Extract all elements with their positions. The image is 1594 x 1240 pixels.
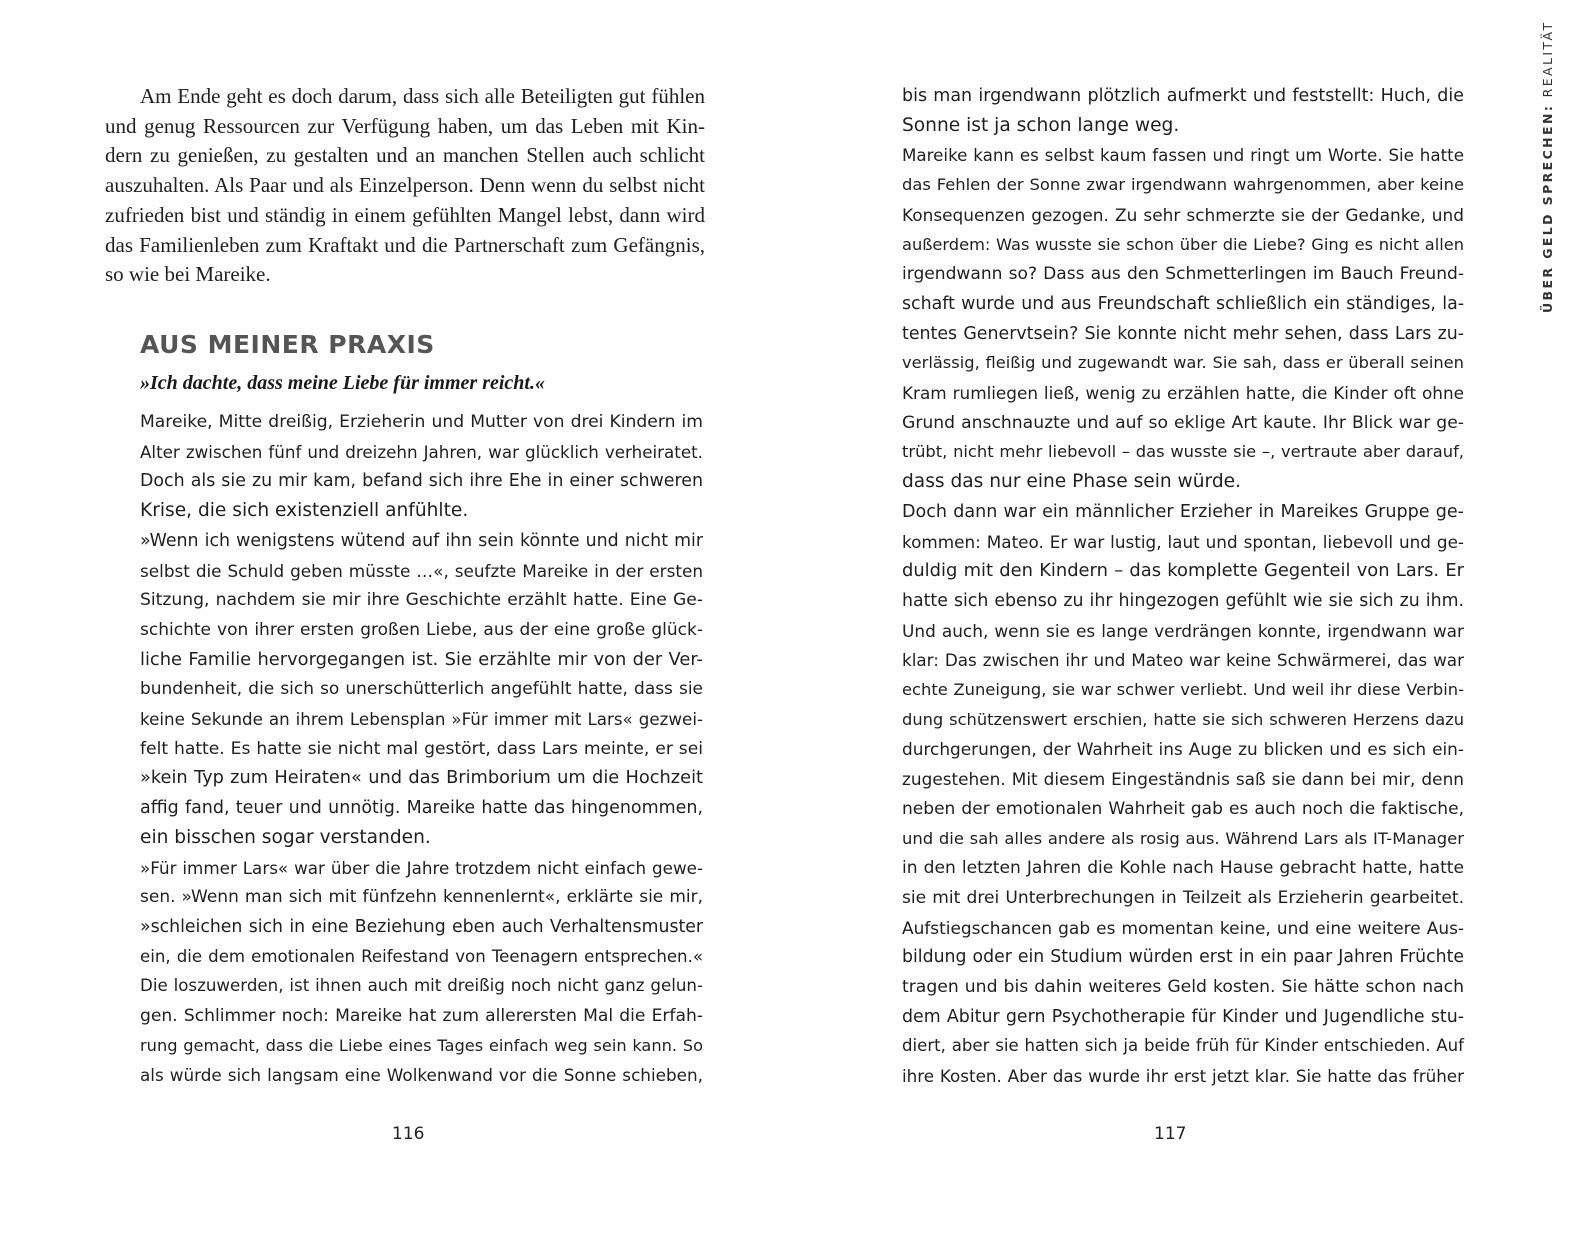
text-line: »schleichen sich in eine Beziehung eben auch Verhaltensmuster [140,916,703,937]
text-line: Die loszuwerden, ist ihnen auch mit dreißig noch nicht ganz gelun- [140,976,703,996]
text-line: bildung oder ein Studium würden erst in ein paar Jahren Früchte [902,947,1464,968]
page-number-left: 116 [392,1124,425,1144]
text-line: klar: Das zwischen ihr und Mateo war keine Schwärmerei, das war [902,650,1464,671]
text-line: auszuhalten. Als Paar und als Einzelperson. Denn wenn du selbst nicht [105,173,705,198]
text-line: bis man irgendwann plötzlich aufmerkt und feststellt: Huch, die [902,86,1464,106]
text-line: Doch als sie zu mir kam, befand sich ihre Ehe in einer schweren [140,471,703,492]
text-line: neben der emotionalen Wahrheit gab es auch noch die faktische, [902,798,1464,819]
text-line: Doch dann war ein männlicher Erzieher in Mareikes Gruppe ge- [902,501,1464,522]
text-line: hatte sich ebenso zu ihr hingezogen gefühlt wie sie sich zu ihm. [902,590,1464,611]
text-line: Sonne ist ja schon lange weg. [902,114,1180,136]
chapter-label-regular: REALITÄT [1540,20,1555,98]
text-line: »Wenn ich wenigstens wütend auf ihn sein könnte und nicht mir [140,530,703,551]
text-line: das Fehlen der Sonne zwar irgendwann wahrgenommen, aber keine [902,175,1464,195]
text-line: sen. »Wenn man sich mit fünfzehn kennenlernt«, erklärte sie mir, [140,887,703,908]
section-heading: AUS MEINER PRAXIS [140,330,435,359]
text-line: dass das nur eine Phase sein würde. [902,471,1242,493]
text-line: dern zu genießen, zu gestalten und an manchen Stellen auch schlicht [105,143,705,168]
text-line: affig fand, teuer und unnötig. Mareike hatte das hingenommen, [140,798,703,819]
text-line: irgendwann so? Dass aus den Schmetterlingen im Bauch Freund- [902,264,1464,285]
text-line: Grund anschnauzte und auf so eklige Art kaute. Ihr Blick war ge- [902,412,1464,433]
text-line: selbst die Schuld geben müsste …«, seufzte Mareike in der ersten [140,560,703,581]
text-line: und die sah alles andere als rosig aus. Während Lars als IT-Manager [902,828,1464,848]
text-line: keine Sekunde an ihrem Lebensplan »Für immer mit Lars« gezwei- [140,709,703,729]
text-line: schaft wurde und aus Freundschaft schließlich ein ständiges, la- [902,293,1464,314]
text-line: Sitzung, nachdem sie mir ihre Geschichte erzählt hatte. Eine Ge- [140,590,703,611]
text-line: gen. Schlimmer noch: Mareike hat zum allerersten Mal die Erfah- [140,1006,703,1026]
text-line: Konsequenzen gezogen. Zu sehr schmerzte sie der Gedanke, und [902,204,1464,225]
text-line: rung gemacht, dass die Liebe eines Tages einfach weg sein kann. So [140,1035,703,1055]
text-line: in den letzten Jahren die Kohle nach Hause gebracht hatte, hatte [902,858,1464,879]
case-quote: »Ich dachte, dass meine Liebe für immer reicht.« [140,372,545,394]
text-line: das Familienleben zum Kraftakt und die Partnerschaft zum Gefängnis, [105,232,705,257]
text-line: Mareike, Mitte dreißig, Erzieherin und Mutter von drei Kindern im [140,412,703,432]
text-line: Mareike kann es selbst kaum fassen und ringt um Worte. Sie hatte [902,145,1464,166]
text-line: Kram rumliegen ließ, wenig zu erzählen hatte, die Kinder oft ohne [902,383,1464,403]
text-line: trübt, nicht mehr liebevoll – das wusste sie –, vertraute aber darauf, [902,442,1464,462]
chapter-side-label [1540,21,1555,314]
text-line: dem Abitur gern Psychotherapie für Kinder und Jugendliche stu- [902,1006,1464,1027]
text-line: diert, aber sie hatten sich ja beide früh für Kinder entschieden. Auf [902,1036,1464,1056]
text-line: ihre Kosten. Aber das wurde ihr erst jetzt klar. Sie hatte das früher [902,1066,1464,1087]
text-line: Krise, die sich existenziell anfühlte. [140,500,469,522]
text-line: Aufstiegschancen gab es momentan keine, und eine weitere Aus- [902,917,1464,938]
text-line: sie mit drei Unterbrechungen in Teilzeit als Erzieherin gearbeitet. [902,887,1464,908]
text-line: ein bisschen sogar verstanden. [140,826,431,848]
text-line: tentes Genervtsein? Sie konnte nicht mehr sehen, dass Lars zu- [902,323,1464,344]
text-line: als würde sich langsam eine Wolkenwand vor die Sonne schieben, [140,1065,703,1086]
text-line: Und auch, wenn sie es lange verdrängen konnte, irgendwann war [902,620,1464,641]
text-line: »kein Typ zum Heiraten« und das Brimborium um die Hochzeit [140,767,703,789]
text-line: außerdem: Was wusste sie schon über die Liebe? Ging es nicht allen [902,234,1464,254]
text-line: liche Familie hervorgegangen ist. Sie erzählte mir von der Ver- [140,648,703,670]
text-line: und genug Ressourcen zur Verfügung haben, um das Leben mit Kin- [105,113,705,138]
text-line: bundenheit, die sich so unerschütterlich angefühlt hatte, dass sie [140,679,703,700]
text-line: dung schützenswert erschien, hatte sie sich schweren Herzens dazu [902,709,1464,729]
chapter-label-bold: ÜBER GELD SPRECHEN: [1540,103,1555,313]
text-line: zufrieden bist und ständig in einem gefühlten Mangel lebst, dann wird [105,202,705,227]
text-line: kommen: Mateo. Er war lustig, laut und spontan, liebevoll und ge- [902,531,1464,552]
text-line: so wie bei Mareike. [105,262,271,287]
text-line: echte Zuneigung, sie war schwer verliebt. Und weil ihr diese Verbin- [902,680,1464,699]
text-line: duldig mit den Kindern – das komplette Gegenteil von Lars. Er [902,560,1464,582]
text-line: »Für immer Lars« war über die Jahre trotzdem nicht einfach gewe- [140,857,703,878]
text-line: Am Ende geht es doch darum, dass sich alle Beteiligten gut fühlen [140,84,705,108]
text-line: ein, die dem emotionalen Reifestand von Teenagern entsprechen.« [140,946,703,966]
text-line: felt hatte. Es hatte sie nicht mal gestört, dass Lars meinte, er sei [140,738,703,759]
text-line: verlässig, fleißig und zugewandt war. Sie sah, dass er überall seinen [902,353,1464,373]
text-line: Alter zwischen fünf und dreizehn Jahren, war glücklich verheiratet. [140,441,703,462]
text-line: durchgerungen, der Wahrheit ins Auge zu blicken und es sich ein- [902,739,1464,760]
page-number-right: 117 [1154,1124,1187,1144]
text-line: tragen und bis dahin weiteres Geld kosten. Sie hätte schon nach [902,977,1464,997]
text-line: zugestehen. Mit diesem Eingeständnis saß sie dann bei mir, denn [902,769,1464,790]
text-line: schichte von ihrer ersten großen Liebe, aus der eine große glück- [140,619,703,640]
